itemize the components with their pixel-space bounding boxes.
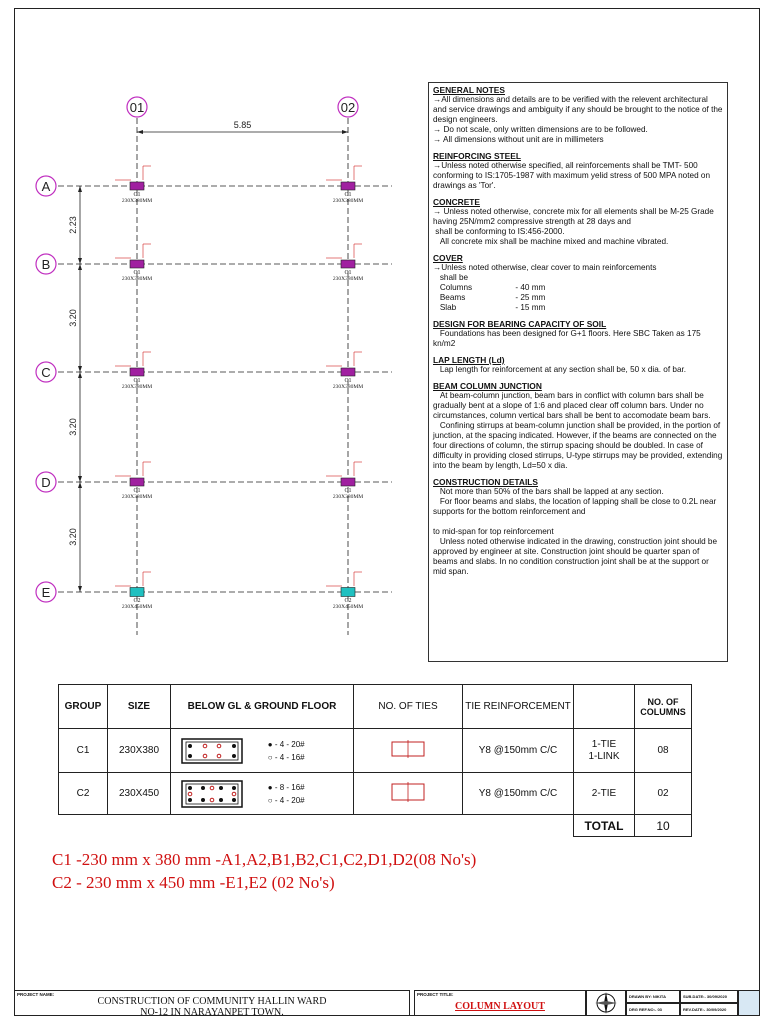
row-axis-label: A	[41, 179, 51, 194]
column-mark-size: 230X450MM	[332, 604, 364, 610]
notes-body: Not more than 50% of the bars shall be lapped at any section. For floor beams and slabs, the location of lapping shall be close to 0.2L near supports for the bottom reinforcement and to mid-span for top reinforcement Unless noted otherwise indicated in the drawing, construction joint should be approved by engineer at site. Construction joint should be quarter span of beams and slabs. In no condition construction joint shall be at the support or mid span.	[433, 487, 718, 576]
notes-body: Lap length for reinforcement at any section shall be, 50 x dia. of bar.	[433, 365, 687, 374]
general-notes-panel	[428, 82, 728, 662]
column-mark	[130, 260, 144, 268]
dimension-arrow	[78, 482, 82, 488]
column-mark-label: C2	[344, 598, 352, 604]
column-mark-size: 230X380MM	[121, 494, 153, 500]
dimension-arrow	[342, 130, 348, 134]
dimension-arrow	[78, 366, 82, 372]
notes-heading: LAP LENGTH (Ld)	[433, 355, 505, 365]
sub-date-cell	[680, 990, 738, 1003]
column-mark-size: 230X380MM	[332, 198, 364, 204]
firm-logo	[738, 990, 760, 1016]
bar-spec: ● - 8 - 16#	[267, 782, 305, 792]
row-group: C2	[59, 773, 108, 815]
column-mark	[341, 588, 355, 597]
schedule-header-no-columns: NO. OF COLUMNS	[635, 685, 692, 729]
column-mark-label: C1	[133, 378, 141, 384]
notes-body: →All dimensions and details are to be verified with the relevent architectural and service drawings and ambiguity if any should be brought to the notice of the design engineers. → Do not scale, only written dimensions are to be followed. → All dimensions without unit are in millimeters	[433, 95, 723, 144]
project-title-cell	[414, 990, 586, 1016]
column-mark	[341, 368, 355, 376]
project-title-label: PROJECT TITLE:	[417, 992, 454, 997]
row-axis-label: D	[41, 475, 51, 490]
column-mark-size: 230X380MM	[121, 384, 153, 390]
tie-shape-icon	[390, 740, 426, 758]
north-compass-icon	[587, 991, 625, 1015]
rev-date-cell	[680, 1003, 738, 1016]
column-mark-size: 230X380MM	[332, 276, 364, 282]
column-mark-size: 230X380MM	[121, 198, 153, 204]
bar-spec: ○ - 4 - 20#	[267, 795, 305, 805]
notes-heading: COVER	[433, 253, 463, 263]
notes-heading: REINFORCING STEEL	[433, 151, 521, 161]
compass-cell	[586, 990, 626, 1016]
row-bars	[171, 729, 354, 773]
project-name-cell	[14, 990, 410, 1016]
column-mark	[130, 478, 144, 486]
notes-body: → Unless noted otherwise, concrete mix for all elements shall be M-25 Grade having 25N/mm2 compressive strength at 28 days and shall be conforming to IS:456-2000. All concrete mix shall be machine mixed and machine vibrated.	[433, 207, 714, 246]
column-mark-size: 230X380MM	[121, 276, 153, 282]
column-mark	[130, 368, 144, 376]
dimension-arrow	[78, 186, 82, 192]
row-ties-icon	[354, 729, 463, 773]
dimension-arrow	[78, 476, 82, 482]
sub-date: SUB.DATE:- 30/09/2020	[683, 994, 727, 999]
column-axis-label: 02	[340, 100, 356, 115]
dimension-label: 5.85	[233, 120, 252, 130]
column-mark	[130, 182, 144, 190]
dimension-arrow	[78, 586, 82, 592]
schedule-header-blank	[574, 685, 635, 729]
c2-section-icon	[181, 780, 243, 808]
row-axis-label: C	[41, 365, 51, 380]
project-name-label: PROJECT NAME:	[17, 992, 55, 997]
dimension-arrow	[78, 372, 82, 378]
legend-line-c2: C2 - 230 mm x 450 mm -E1,E2 (02 No's)	[52, 873, 335, 892]
row-size: 230X450	[108, 773, 171, 815]
column-mark-size: 230X450MM	[121, 604, 153, 610]
notes-heading: CONCRETE	[433, 197, 480, 207]
dimension-label: 3.20	[68, 528, 78, 546]
column-mark-label: C1	[344, 192, 352, 198]
column-mark-label: C1	[344, 270, 352, 276]
drawn-by-cell	[626, 990, 680, 1003]
notes-body: At beam-column junction, beam bars in conflict with column bars shall be gradually bent at a slope of 1:6 and placed clear off column bars. Under no circumstances, column vertical bars shall be bent to accomodate beam bars. Confining stirrups at beam-column junction shall be provided, in the portion of junction, at the spacing indicated. However, if the beams are connected on the four directions of column, the stirrup spacing should be doubled. In case of difficulty in providing closed stirrups, U-type stirrups may be provided, extending into the beam by length, Ld=50 x dia.	[433, 391, 723, 470]
drg-ref-cell	[626, 1003, 680, 1016]
column-mark-label: C1	[133, 270, 141, 276]
dimension-arrow	[137, 130, 143, 134]
notes-heading: CONSTRUCTION DETAILS	[433, 477, 538, 487]
row-columns: 02	[635, 773, 692, 815]
drg-ref: DRG REF.NO:- 03	[629, 1007, 662, 1012]
bar-spec: ○ - 4 - 16#	[267, 752, 305, 762]
notes-heading: GENERAL NOTES	[433, 85, 505, 95]
schedule-header-ties: NO. OF TIES	[354, 685, 463, 729]
column-mark	[341, 260, 355, 268]
schedule-header-size: SIZE	[108, 685, 171, 729]
rev-date: REV.DATE:- 30/09/2020	[683, 1007, 727, 1012]
row-columns: 08	[635, 729, 692, 773]
notes-body: →Unless noted otherwise specified, all reinforcements shall be TMT- 500 conforming to IS:1705-1987 with maximum yelid stress of 500 MPA noted on drawings as 'Tor'.	[433, 161, 713, 190]
column-mark-size: 230X380MM	[332, 384, 364, 390]
schedule-header-bars: BELOW GL & GROUND FLOOR	[171, 685, 354, 729]
legend-line-c1: C1 -230 mm x 380 mm -A1,A2,B1,B2,C1,C2,D1,D2(08 No's)	[52, 850, 477, 869]
schedule-header-tie-reinf: TIE REINFORCEMENT	[463, 685, 574, 729]
row-ties-count: 1-TIE 1-LINK	[574, 729, 635, 773]
column-mark	[130, 588, 144, 597]
total-label: TOTAL	[574, 815, 635, 837]
row-tie: Y8 @150mm C/C	[463, 729, 574, 773]
column-mark-size: 230X380MM	[332, 494, 364, 500]
row-axis-label: E	[41, 585, 51, 600]
title-block	[14, 990, 760, 1016]
notes-heading: BEAM COLUMN JUNCTION	[433, 381, 542, 391]
dimension-label: 2.23	[68, 216, 78, 234]
dimension-arrow	[78, 258, 82, 264]
column-schedule-table	[58, 684, 692, 837]
row-bars	[171, 773, 354, 815]
column-mark-label: C1	[344, 378, 352, 384]
project-name: CONSTRUCTION OF COMMUNITY HALLIN WARD NO-12 IN NARAYANPET TOWN.	[97, 996, 327, 1018]
column-mark-label: C2	[133, 598, 141, 604]
row-size: 230X380	[108, 729, 171, 773]
column-mark-label: C1	[133, 192, 141, 198]
column-mark	[341, 182, 355, 190]
drawn-by: DRAWN BY: NIKITA	[629, 994, 666, 999]
bar-spec: ● - 4 - 20#	[267, 739, 305, 749]
dimension-arrow	[78, 264, 82, 270]
row-group: C1	[59, 729, 108, 773]
column-axis-label: 01	[129, 100, 145, 115]
table-row	[59, 773, 692, 815]
column-mark	[341, 478, 355, 486]
total-value: 10	[635, 815, 692, 837]
notes-body: →Unless noted otherwise, clear cover to main reinforcements shall be Columns - 40 mm Beams - 25 mm Slab - 15 mm	[433, 263, 657, 312]
table-row	[59, 729, 692, 773]
dimension-label: 3.20	[68, 418, 78, 436]
row-ties-icon	[354, 773, 463, 815]
row-ties-count: 2-TIE	[574, 773, 635, 815]
row-tie: Y8 @150mm C/C	[463, 773, 574, 815]
column-mark-label: C1	[344, 488, 352, 494]
notes-heading: DESIGN FOR BEARING CAPACITY OF SOIL	[433, 319, 607, 329]
tie-shape-icon	[390, 782, 426, 802]
dimension-label: 3.20	[68, 309, 78, 327]
project-title: COLUMN LAYOUT	[455, 1001, 545, 1012]
column-mark-label: C1	[133, 488, 141, 494]
row-axis-label: B	[41, 257, 51, 272]
c1-section-icon	[181, 738, 243, 764]
notes-body: Foundations has been designed for G+1 floors. Here SBC Taken as 175 kn/m2	[433, 329, 703, 348]
schedule-header-group: GROUP	[59, 685, 108, 729]
